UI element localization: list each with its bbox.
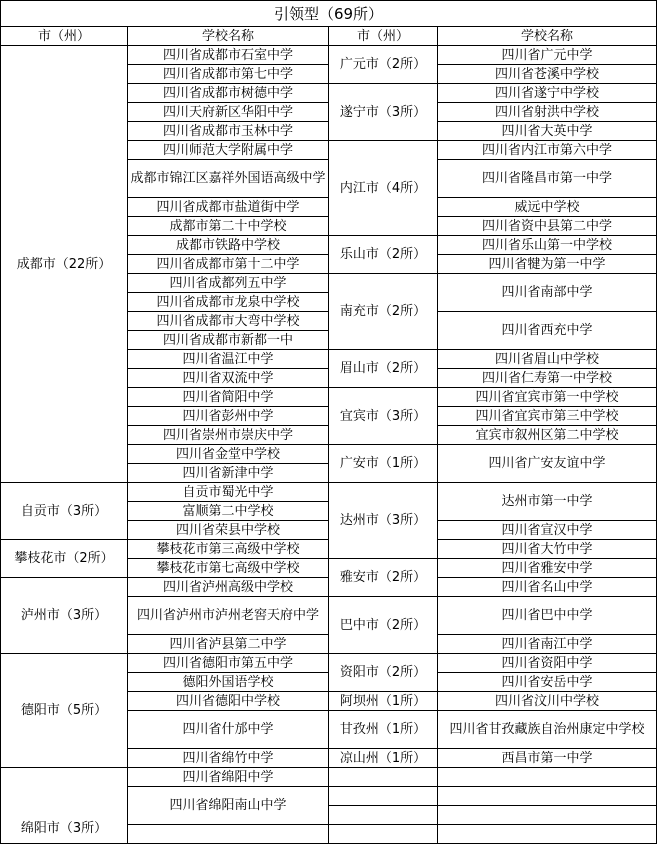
city-cell: 攀枝花市（2所）	[1, 540, 128, 578]
school-cell: 四川省成都市石室中学	[128, 46, 329, 65]
empty-cell	[438, 806, 657, 825]
empty-cell	[329, 806, 438, 825]
school-cell: 自贡市蜀光中学	[128, 483, 329, 502]
school-cell: 德阳外国语学校	[128, 673, 329, 692]
school-cell: 四川省大竹中学	[438, 540, 657, 559]
school-cell: 宜宾市叙州区第二中学校	[438, 426, 657, 445]
header-city-right: 市（州）	[329, 27, 438, 46]
school-cell: 达州市第一中学	[438, 483, 657, 521]
empty-cell	[128, 825, 329, 844]
header-school-right: 学校名称	[438, 27, 657, 46]
empty-cell	[329, 768, 438, 787]
school-cell: 四川省乐山第一中学校	[438, 236, 657, 255]
school-cell: 威远中学校	[438, 198, 657, 217]
school-cell: 四川省射洪中学校	[438, 103, 657, 122]
school-cell: 四川省遂宁中学校	[438, 84, 657, 103]
school-cell: 攀枝花市第七高级中学校	[128, 559, 329, 578]
city-cell: 自贡市（3所）	[1, 483, 128, 540]
school-cell: 四川省成都市新都一中	[128, 331, 329, 350]
school-cell: 四川省新津中学	[128, 464, 329, 483]
school-cell: 成都市锦江区嘉祥外国语高级中学	[128, 160, 329, 198]
city-cell: 乐山市（2所）	[329, 236, 438, 274]
city-cell: 成都市（22所）	[1, 46, 128, 483]
school-cell: 四川省资中县第二中学	[438, 217, 657, 236]
school-cell: 西昌市第一中学	[438, 749, 657, 768]
school-cell: 四川省双流中学	[128, 369, 329, 388]
school-cell: 四川天府新区华阳中学	[128, 103, 329, 122]
school-cell: 四川省隆昌市第一中学	[438, 160, 657, 198]
school-cell: 四川省南江中学	[438, 635, 657, 654]
school-cell: 四川省广元中学	[438, 46, 657, 65]
school-cell: 四川省西充中学	[438, 312, 657, 350]
school-cell: 四川省汶川中学校	[438, 692, 657, 711]
city-cell: 内江市（4所）	[329, 141, 438, 236]
school-cell: 四川省大英中学	[438, 122, 657, 141]
school-cell: 四川省苍溪中学校	[438, 65, 657, 84]
school-cell: 四川省德阳市第五中学	[128, 654, 329, 673]
empty-cell	[438, 787, 657, 806]
school-cell: 四川省泸州高级中学校	[128, 578, 329, 597]
school-cell: 四川省宜宾市第一中学校	[438, 388, 657, 407]
city-cell: 甘孜州（1所）	[329, 711, 438, 749]
school-cell: 富顺第二中学校	[128, 502, 329, 521]
school-cell: 四川省名山中学	[438, 578, 657, 597]
school-cell: 四川省绵竹中学	[128, 749, 329, 768]
school-cell: 四川省巴中中学	[438, 597, 657, 635]
school-cell: 四川省简阳中学	[128, 388, 329, 407]
school-cell: 四川省眉山中学校	[438, 350, 657, 369]
school-cell: 四川省安岳中学	[438, 673, 657, 692]
city-cell: 宜宾市（3所）	[329, 388, 438, 445]
school-cell: 四川省什邡中学	[128, 711, 329, 749]
empty-cell	[438, 825, 657, 844]
header-school-left: 学校名称	[128, 27, 329, 46]
city-cell: 资阳市（2所）	[329, 654, 438, 692]
city-cell: 达州市（3所）	[329, 483, 438, 559]
school-cell: 四川省成都市树德中学	[128, 84, 329, 103]
city-cell: 广安市（1所）	[329, 445, 438, 483]
school-cell: 四川省温江中学	[128, 350, 329, 369]
empty-cell	[438, 768, 657, 787]
school-cell: 四川师范大学附属中学	[128, 141, 329, 160]
city-cell: 南充市（2所）	[329, 274, 438, 350]
school-cell: 成都市铁路中学校	[128, 236, 329, 255]
school-cell: 成都市第二十中学校	[128, 217, 329, 236]
city-cell: 德阳市（5所）	[1, 654, 128, 768]
school-cell: 四川省宜宾市第三中学校	[438, 407, 657, 426]
school-cell: 四川省宣汉中学	[438, 521, 657, 540]
city-cell: 遂宁市（3所）	[329, 84, 438, 141]
school-cell: 四川省泸州市泸州老窖天府中学	[128, 597, 329, 635]
school-cell: 四川省广安友谊中学	[438, 445, 657, 483]
school-cell: 四川省资阳中学	[438, 654, 657, 673]
school-cell: 四川省绵阳中学	[128, 768, 329, 787]
city-cell: 广元市（2所）	[329, 46, 438, 84]
school-cell: 四川省成都市第七中学	[128, 65, 329, 84]
city-cell: 眉山市（2所）	[329, 350, 438, 388]
city-cell: 巴中市（2所）	[329, 597, 438, 654]
city-cell: 阿坝州（1所）	[329, 692, 438, 711]
city-cell: 绵阳市（3所）	[1, 768, 128, 844]
school-cell: 四川省内江市第六中学	[438, 141, 657, 160]
school-cell: 四川省仁寿第一中学校	[438, 369, 657, 388]
school-cell: 四川省荣县中学校	[128, 521, 329, 540]
table-title: 引领型（69所）	[1, 1, 657, 27]
school-cell: 四川省成都市玉林中学	[128, 122, 329, 141]
city-cell: 泸州市（3所）	[1, 578, 128, 654]
school-cell: 四川省金堂中学校	[128, 445, 329, 464]
school-cell: 四川省彭州中学	[128, 407, 329, 426]
school-cell: 四川省成都列五中学	[128, 274, 329, 293]
school-cell: 四川省崇州市崇庆中学	[128, 426, 329, 445]
school-cell: 四川省南部中学	[438, 274, 657, 312]
school-cell: 四川省成都市龙泉中学校	[128, 293, 329, 312]
school-cell: 四川省绵阳南山中学	[128, 787, 329, 825]
school-cell: 四川省雅安中学	[438, 559, 657, 578]
empty-cell	[329, 825, 438, 844]
school-cell: 四川省犍为第一中学	[438, 255, 657, 274]
city-cell: 雅安市（2所）	[329, 559, 438, 597]
school-cell: 四川省甘孜藏族自治州康定中学校	[438, 711, 657, 749]
city-cell: 凉山州（1所）	[329, 749, 438, 768]
school-cell: 四川省成都市盐道街中学	[128, 198, 329, 217]
school-cell: 四川省成都市大弯中学校	[128, 312, 329, 331]
empty-cell	[329, 787, 438, 806]
header-city-left: 市（州）	[1, 27, 128, 46]
school-cell: 攀枝花市第三高级中学校	[128, 540, 329, 559]
school-cell: 四川省成都市第十二中学	[128, 255, 329, 274]
school-cell: 四川省德阳中学校	[128, 692, 329, 711]
school-cell: 四川省泸县第二中学	[128, 635, 329, 654]
